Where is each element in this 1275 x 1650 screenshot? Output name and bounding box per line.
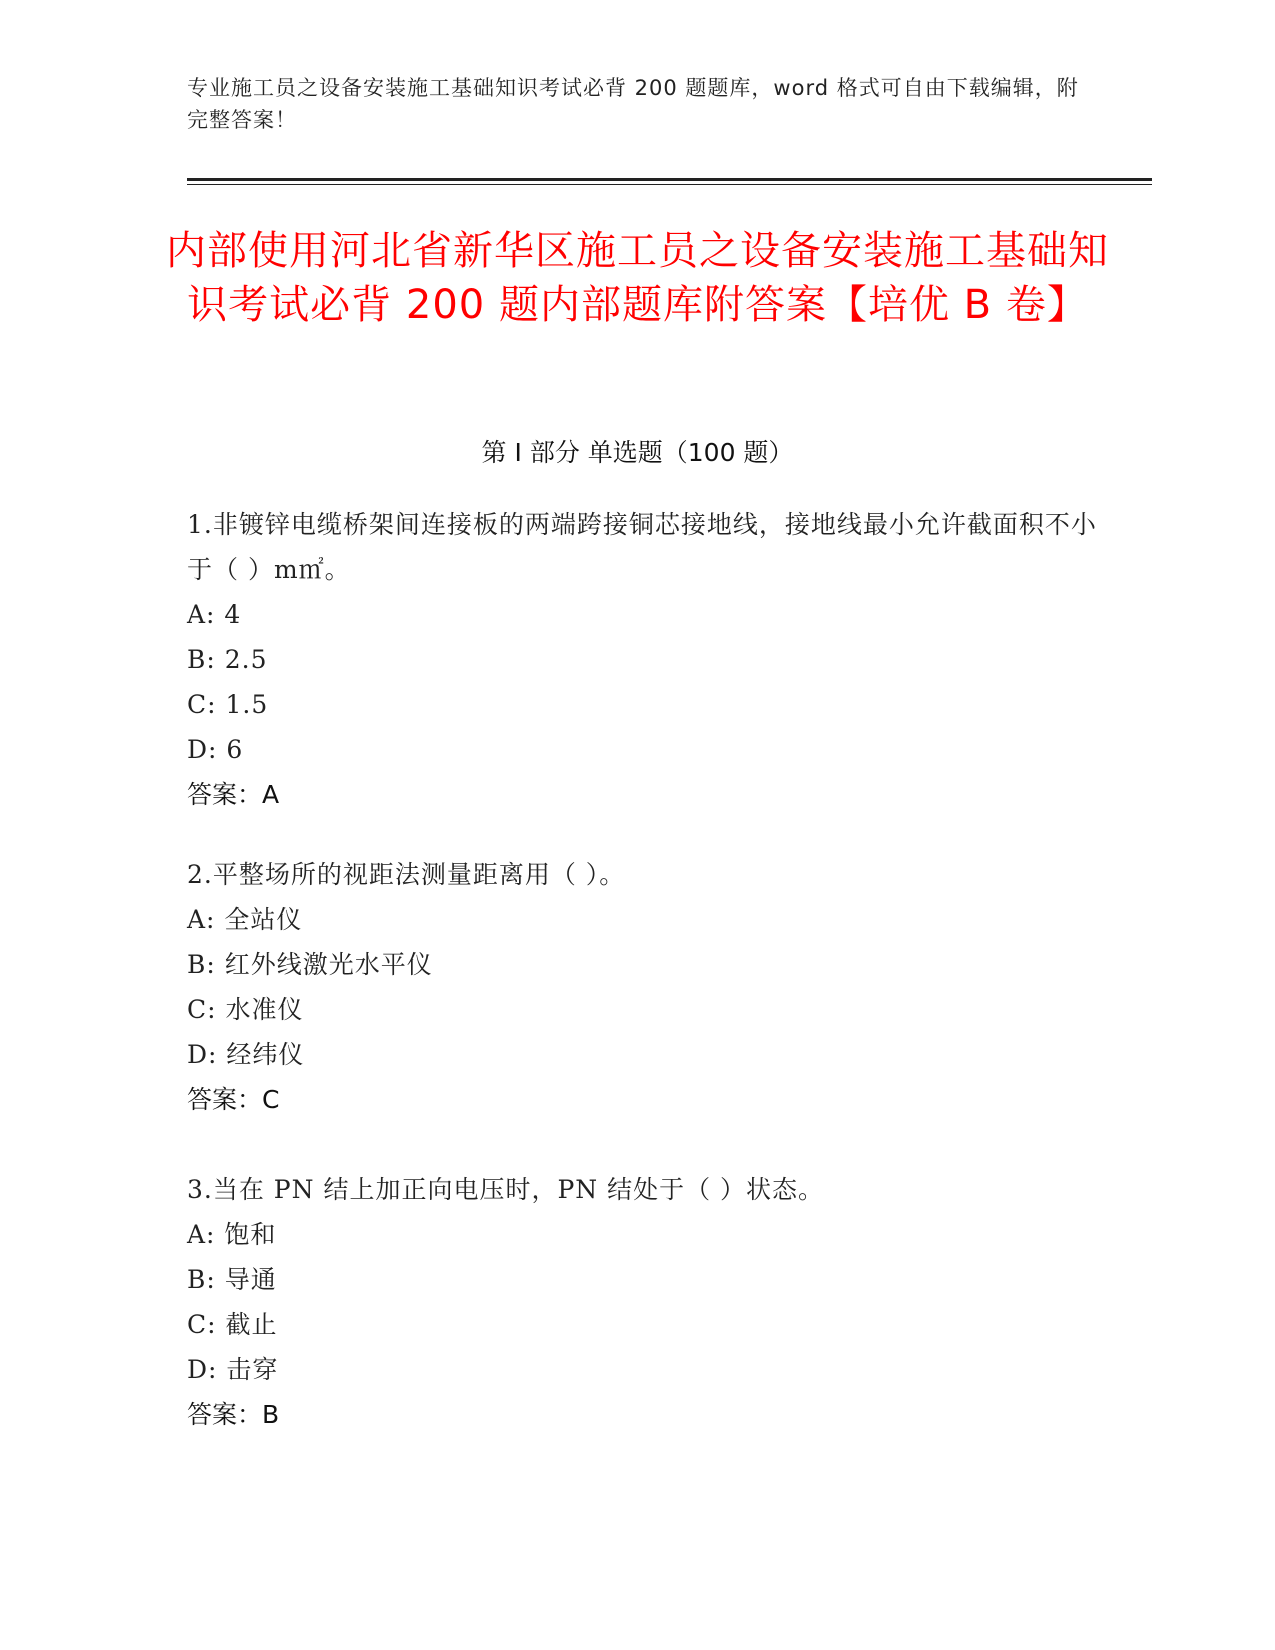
option-a: A: 4 [187, 600, 242, 629]
header-divider-thick [187, 178, 1152, 181]
answer: 答案：A [187, 780, 280, 809]
option-c: C: 水准仪 [187, 995, 304, 1024]
question-text: 3.当在 PN 结上加正向电压时，PN 结处于（ ）状态。 [187, 1175, 825, 1204]
header-divider-thin [187, 184, 1152, 185]
question-text: 1.非镀锌电缆桥架间连接板的两端跨接铜芯接地线，接地线最小允许截面积不小于（ ）m㎡。 [187, 510, 1097, 584]
question-1 [187, 502, 1107, 818]
question-text: 2.平整场所的视距法测量距离用（ ）。 [187, 860, 626, 889]
option-a: A: 全站仪 [187, 905, 303, 934]
answer: 答案：B [187, 1400, 280, 1429]
option-c: C: 1.5 [187, 690, 269, 719]
option-b: B: 2.5 [187, 645, 268, 674]
option-d: D: 击穿 [187, 1355, 279, 1384]
header-note: 专业施工员之设备安装施工基础知识考试必背 200 题题库，word 格式可自由下载编辑，附完整答案！ [187, 76, 1079, 132]
question-2 [187, 852, 1107, 1123]
section-heading: 第 I 部分 单选题（100 题） [481, 438, 794, 467]
option-d: D: 6 [187, 735, 244, 764]
option-b: B: 红外线激光水平仪 [187, 950, 433, 979]
option-c: C: 截止 [187, 1310, 278, 1339]
question-3 [187, 1167, 1107, 1438]
document-title: 内部使用河北省新华区施工员之设备安装施工基础知识考试必背 200 题内部题库附答案【培优 B 卷】 [166, 228, 1109, 328]
answer: 答案：C [187, 1085, 280, 1114]
option-b: B: 导通 [187, 1265, 277, 1294]
option-a: A: 饱和 [187, 1220, 277, 1249]
option-d: D: 经纬仪 [187, 1040, 305, 1069]
